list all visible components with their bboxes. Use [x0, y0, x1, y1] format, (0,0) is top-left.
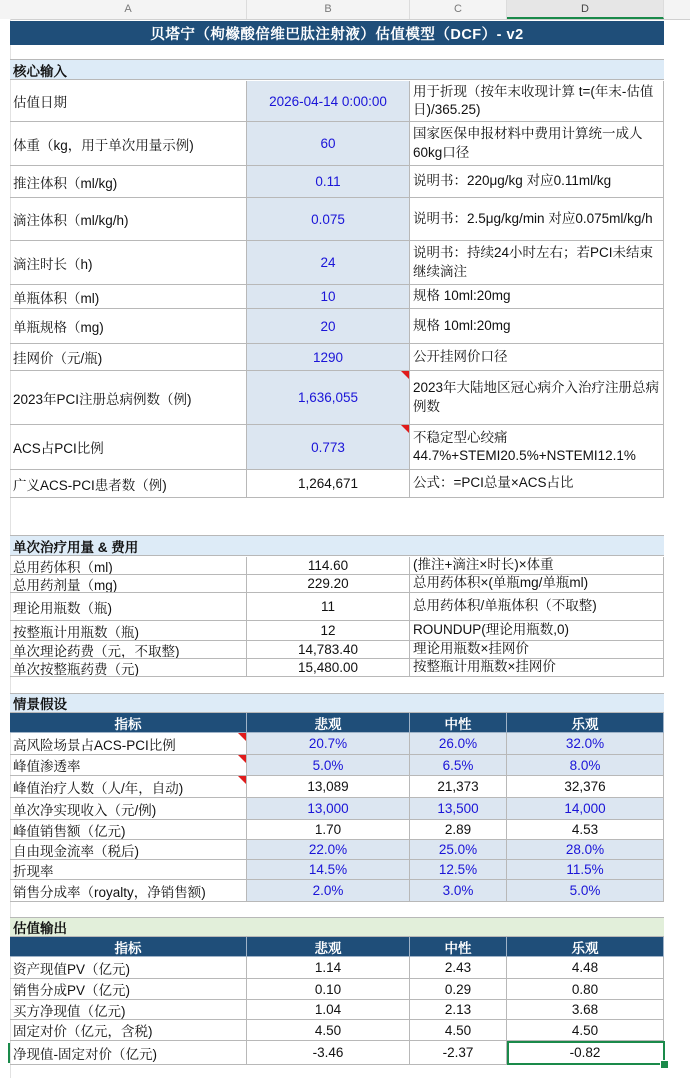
core-label[interactable]: 估值日期	[10, 81, 247, 122]
output-label[interactable]: 资产现值PV（亿元)	[10, 957, 247, 979]
scenario-label[interactable]: 折现率	[10, 860, 247, 880]
section-scenario[interactable]: 情景假设	[10, 693, 664, 713]
output-header-metric[interactable]: 指标	[10, 937, 247, 957]
output-value[interactable]: 1.14	[247, 957, 410, 979]
core-note[interactable]: 用于折现（按年末收现计算 t=(年末-估值日)/365.25)	[410, 81, 664, 122]
core-row	[10, 241, 664, 285]
scenario-header-metric[interactable]: 指标	[10, 713, 247, 733]
output-value[interactable]: 2.13	[410, 1000, 507, 1020]
column-header-bar	[0, 0, 690, 20]
core-note[interactable]: 公开挂网价口径	[410, 344, 664, 371]
core-value[interactable]: 10	[247, 285, 410, 309]
scenario-label[interactable]: 自由现金流率（税后)	[10, 840, 247, 860]
output-value[interactable]: 4.50	[410, 1020, 507, 1041]
scenario-value[interactable]: 28.0%	[507, 840, 664, 860]
scenario-value[interactable]: 8.0%	[507, 755, 664, 776]
scenario-row	[10, 776, 664, 798]
core-note[interactable]: 说明书：2.5μg/kg/min 对应0.075ml/kg/h	[410, 198, 664, 241]
dose-label[interactable]: 单次理论药费（元，不取整)	[10, 641, 247, 659]
core-row	[10, 470, 664, 498]
scenario-header-row	[10, 713, 664, 733]
core-value[interactable]: 1,264,671	[247, 470, 410, 498]
scenario-value[interactable]: 26.0%	[410, 733, 507, 755]
scenario-value[interactable]: 13,500	[410, 798, 507, 820]
core-note[interactable]: 说明书：持续24小时左右；若PCI未结束继续滴注	[410, 241, 664, 285]
output-value[interactable]: 4.50	[507, 1020, 664, 1041]
active-row-marker	[8, 1043, 10, 1063]
core-row	[10, 285, 664, 309]
core-label[interactable]: 体重（kg，用于单次用量示例)	[10, 122, 247, 166]
scenario-value[interactable]: 32.0%	[507, 733, 664, 755]
dose-value[interactable]: 12	[247, 621, 410, 641]
core-label[interactable]: 2023年PCI注册总病例数（例)	[10, 371, 247, 425]
output-value[interactable]: 3.68	[507, 1000, 664, 1020]
core-value[interactable]: 24	[247, 241, 410, 285]
dose-note[interactable]: ROUNDUP(理论用瓶数,0)	[410, 621, 664, 641]
dose-row	[10, 557, 664, 575]
scenario-value[interactable]: 1.70	[247, 820, 410, 840]
scenario-row	[10, 880, 664, 902]
scenario-label[interactable]: 峰值销售额（亿元)	[10, 820, 247, 840]
scenario-row	[10, 733, 664, 755]
core-row	[10, 122, 664, 166]
core-row	[10, 371, 664, 425]
dose-value[interactable]: 114.60	[247, 557, 410, 575]
dose-label[interactable]: 按整瓶计用瓶数（瓶)	[10, 621, 247, 641]
scenario-header-optimistic[interactable]: 乐观	[507, 713, 664, 733]
output-value[interactable]: 2.43	[410, 957, 507, 979]
output-header-optimistic[interactable]: 乐观	[507, 937, 664, 957]
scenario-value[interactable]: 13,089	[247, 776, 410, 798]
dose-note[interactable]: 总用药体积/单瓶体积（不取整)	[410, 593, 664, 621]
core-label[interactable]: 挂网价（元/瓶)	[10, 344, 247, 371]
core-value[interactable]: 60	[247, 122, 410, 166]
scenario-value[interactable]: 11.5%	[507, 860, 664, 880]
column-header-d[interactable]: D	[507, 0, 664, 19]
dose-value[interactable]: 15,480.00	[247, 659, 410, 677]
core-value[interactable]: 2026-04-14 0:00:00	[247, 81, 410, 122]
scenario-value[interactable]: 12.5%	[410, 860, 507, 880]
core-note[interactable]: 规格 10ml:20mg	[410, 309, 664, 344]
core-note[interactable]: 国家医保申报材料中费用计算统一成人60kg口径	[410, 122, 664, 166]
output-value[interactable]: 0.10	[247, 979, 410, 1000]
model-title[interactable]: 贝塔宁（枸橼酸倍维巴肽注射液）估值模型（DCF）- v2	[10, 21, 664, 45]
dose-value[interactable]: 14,783.40	[247, 641, 410, 659]
core-note[interactable]: 说明书：220μg/kg 对应0.11ml/kg	[410, 166, 664, 198]
dose-row	[10, 575, 664, 593]
output-value[interactable]: 0.29	[410, 979, 507, 1000]
core-label[interactable]: 滴注体积（ml/kg/h)	[10, 198, 247, 241]
output-header-neutral[interactable]: 中性	[410, 937, 507, 957]
scenario-row	[10, 820, 664, 840]
scenario-value[interactable]: 13,000	[247, 798, 410, 820]
dose-value[interactable]: 11	[247, 593, 410, 621]
section-valuation-output[interactable]: 估值输出	[10, 917, 664, 937]
scenario-row	[10, 840, 664, 860]
scenario-label[interactable]: 高风险场景占ACS-PCI比例	[10, 733, 247, 755]
comment-indicator-icon	[401, 371, 409, 379]
scenario-row	[10, 860, 664, 880]
core-note[interactable]: 规格 10ml:20mg	[410, 285, 664, 309]
output-value[interactable]: -2.37	[410, 1041, 507, 1065]
section-dose-cost[interactable]: 单次治疗用量 & 费用	[10, 535, 664, 556]
output-value[interactable]: 4.48	[507, 957, 664, 979]
scenario-value[interactable]: 25.0%	[410, 840, 507, 860]
scenario-value[interactable]: 5.0%	[507, 880, 664, 902]
core-label[interactable]: 滴注时长（h)	[10, 241, 247, 285]
output-value[interactable]: 1.04	[247, 1000, 410, 1020]
core-value[interactable]: 1290	[247, 344, 410, 371]
output-label[interactable]: 买方净现值（亿元)	[10, 1000, 247, 1020]
scenario-value[interactable]: 2.89	[410, 820, 507, 840]
comment-indicator-icon	[238, 776, 246, 784]
scenario-label[interactable]: 峰值渗透率	[10, 755, 247, 776]
core-row	[10, 198, 664, 241]
dose-label[interactable]: 单次按整瓶药费（元)	[10, 659, 247, 677]
core-row	[10, 166, 664, 198]
scenario-value[interactable]: 3.0%	[410, 880, 507, 902]
core-value[interactable]: 0.773	[247, 425, 410, 470]
core-note[interactable]: 2023年大陆地区冠心病介入治疗注册总病例数	[410, 371, 664, 425]
scenario-row	[10, 755, 664, 776]
core-row	[10, 309, 664, 344]
scenario-header-pessimistic[interactable]: 悲观	[247, 713, 410, 733]
comment-indicator-icon	[238, 733, 246, 741]
output-label[interactable]: 销售分成PV（亿元)	[10, 979, 247, 1000]
output-label[interactable]: 净现值-固定对价（亿元)	[10, 1041, 247, 1065]
core-label[interactable]: 单瓶规格（mg)	[10, 309, 247, 344]
dose-note[interactable]: 总用药体积×(单瓶mg/单瓶ml)	[410, 575, 664, 593]
output-value[interactable]: -3.46	[247, 1041, 410, 1065]
dose-row	[10, 641, 664, 659]
fill-handle[interactable]	[660, 1060, 669, 1069]
core-note[interactable]: 公式：=PCI总量×ACS占比	[410, 470, 664, 498]
column-header-b[interactable]: B	[247, 0, 410, 19]
scenario-value[interactable]: 20.7%	[247, 733, 410, 755]
dose-note[interactable]: (推注+滴注×时长)×体重	[410, 557, 664, 575]
core-row	[10, 344, 664, 371]
scenario-header-neutral[interactable]: 中性	[410, 713, 507, 733]
dose-value[interactable]: 229.20	[247, 575, 410, 593]
core-value[interactable]: 1,636,055	[247, 371, 410, 425]
dose-label[interactable]: 总用药剂量（mg)	[10, 575, 247, 593]
dose-note[interactable]: 理论用瓶数×挂网价	[410, 641, 664, 659]
column-header-c[interactable]: C	[410, 0, 507, 19]
scenario-value[interactable]: 5.0%	[247, 755, 410, 776]
scenario-value[interactable]: 22.0%	[247, 840, 410, 860]
section-core-inputs[interactable]: 核心输入	[10, 59, 664, 80]
core-value[interactable]: 0.075	[247, 198, 410, 241]
scenario-value[interactable]: 32,376	[507, 776, 664, 798]
scenario-value[interactable]: 2.0%	[247, 880, 410, 902]
dose-label[interactable]: 理论用瓶数（瓶)	[10, 593, 247, 621]
scenario-label[interactable]: 峰值治疗人数（人/年，自动)	[10, 776, 247, 798]
output-row	[10, 1020, 664, 1041]
dose-label[interactable]: 总用药体积（ml)	[10, 557, 247, 575]
core-label[interactable]: 单瓶体积（ml)	[10, 285, 247, 309]
output-value[interactable]: -0.82	[507, 1041, 664, 1065]
output-row	[10, 957, 664, 979]
output-header-pessimistic[interactable]: 悲观	[247, 937, 410, 957]
output-row	[10, 1041, 664, 1065]
core-value[interactable]: 20	[247, 309, 410, 344]
core-row	[10, 81, 664, 122]
comment-indicator-icon	[238, 755, 246, 763]
column-header-a[interactable]: A	[10, 0, 247, 19]
core-label[interactable]: 广义ACS-PCI患者数（例)	[10, 470, 247, 498]
scenario-label[interactable]: 单次净实现收入（元/例)	[10, 798, 247, 820]
scenario-value[interactable]: 14,000	[507, 798, 664, 820]
core-label[interactable]: 推注体积（ml/kg)	[10, 166, 247, 198]
dose-row	[10, 621, 664, 641]
scenario-value[interactable]: 21,373	[410, 776, 507, 798]
output-row	[10, 1000, 664, 1020]
scenario-value[interactable]: 6.5%	[410, 755, 507, 776]
scenario-value[interactable]: 4.53	[507, 820, 664, 840]
scenario-value[interactable]: 14.5%	[247, 860, 410, 880]
dose-row	[10, 659, 664, 677]
scenario-row	[10, 798, 664, 820]
output-header-row	[10, 937, 664, 957]
core-row	[10, 425, 664, 470]
dose-row	[10, 593, 664, 621]
comment-indicator-icon	[401, 425, 409, 433]
output-label[interactable]: 固定对价（亿元，含税)	[10, 1020, 247, 1041]
dose-note[interactable]: 按整瓶计用瓶数×挂网价	[410, 659, 664, 677]
core-note[interactable]: 不稳定型心绞痛44.7%+STEMI20.5%+NSTEMI12.1%	[410, 425, 664, 470]
output-value[interactable]: 4.50	[247, 1020, 410, 1041]
core-value[interactable]: 0.11	[247, 166, 410, 198]
core-label[interactable]: ACS占PCI比例	[10, 425, 247, 470]
scenario-label[interactable]: 销售分成率（royalty，净销售额)	[10, 880, 247, 902]
output-value[interactable]: 0.80	[507, 979, 664, 1000]
output-row	[10, 979, 664, 1000]
